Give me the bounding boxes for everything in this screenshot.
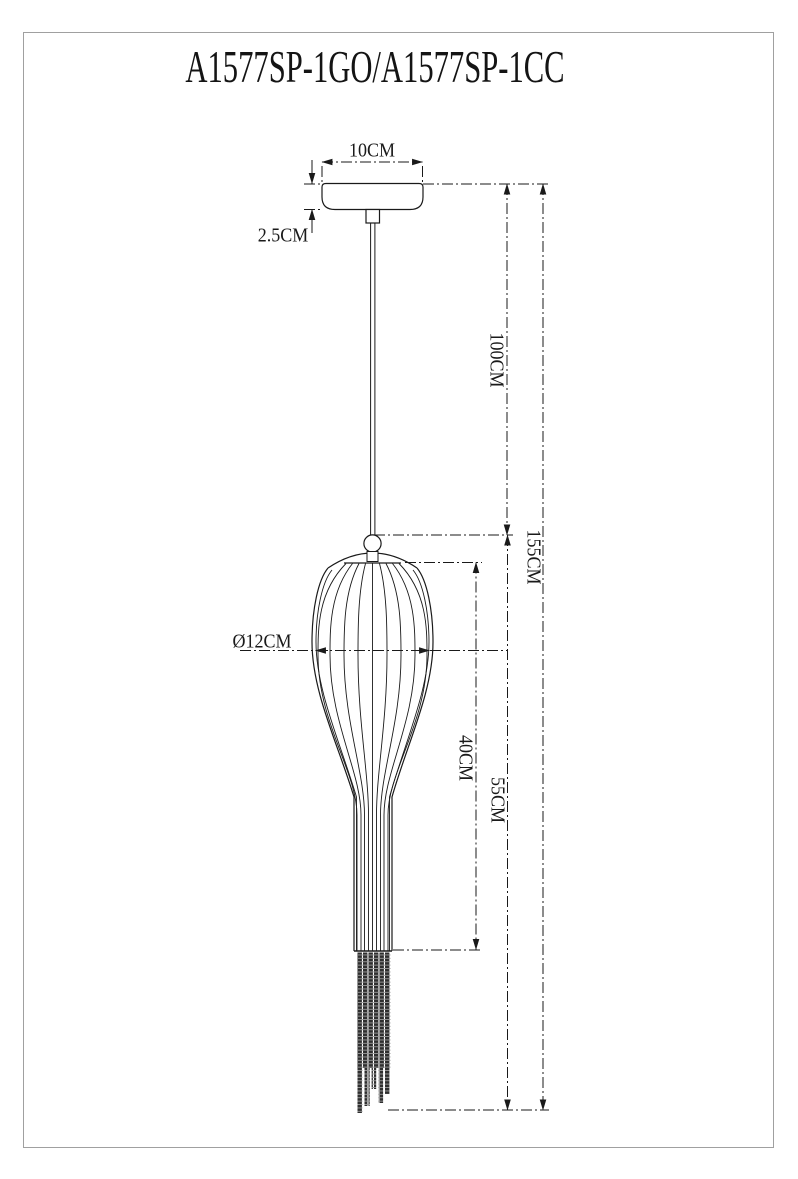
ceiling-canopy: [322, 184, 423, 224]
shade-wall-outer-left: [312, 568, 354, 951]
shade-wall-outer-right: [392, 568, 433, 951]
tassel-strands: [358, 1068, 390, 1113]
pendant-shade: [312, 535, 433, 951]
ball-connector: [367, 552, 378, 562]
shade-rib: [358, 564, 369, 951]
dim-shade-height-label: 40CM: [454, 734, 477, 782]
hanging-ball: [364, 535, 381, 552]
dim-overall-height-label: 155CM: [522, 529, 545, 585]
dim-canopy-height-label: 2.5CM: [257, 224, 309, 247]
shade-rib: [318, 564, 357, 951]
tassel: [357, 953, 391, 1114]
dim-cord-length-label: 100CM: [485, 332, 508, 388]
shade-rib: [388, 564, 427, 951]
canopy-outline: [322, 184, 423, 210]
dim-canopy-width-label: 10CM: [348, 139, 396, 162]
shade-rib: [377, 564, 388, 951]
tassel-body: [357, 953, 391, 1069]
tassel-strand: [372, 1068, 377, 1089]
tassel-strand: [365, 1068, 370, 1106]
suspension-cord: [371, 223, 375, 536]
dim-shade-diameter-label: Ø12CM: [232, 630, 292, 653]
tassel-strand: [378, 1068, 383, 1103]
dim-pendant-height-label: 55CM: [486, 776, 509, 824]
shade-wall-inner-right: [390, 570, 430, 951]
page-title: A1577SP-1GO/A1577SP-1CC: [185, 42, 565, 92]
tassel-strand: [385, 1068, 390, 1094]
shade-ribs: [318, 564, 427, 951]
tassel-strand: [358, 1068, 363, 1113]
cord-socket: [366, 210, 380, 224]
